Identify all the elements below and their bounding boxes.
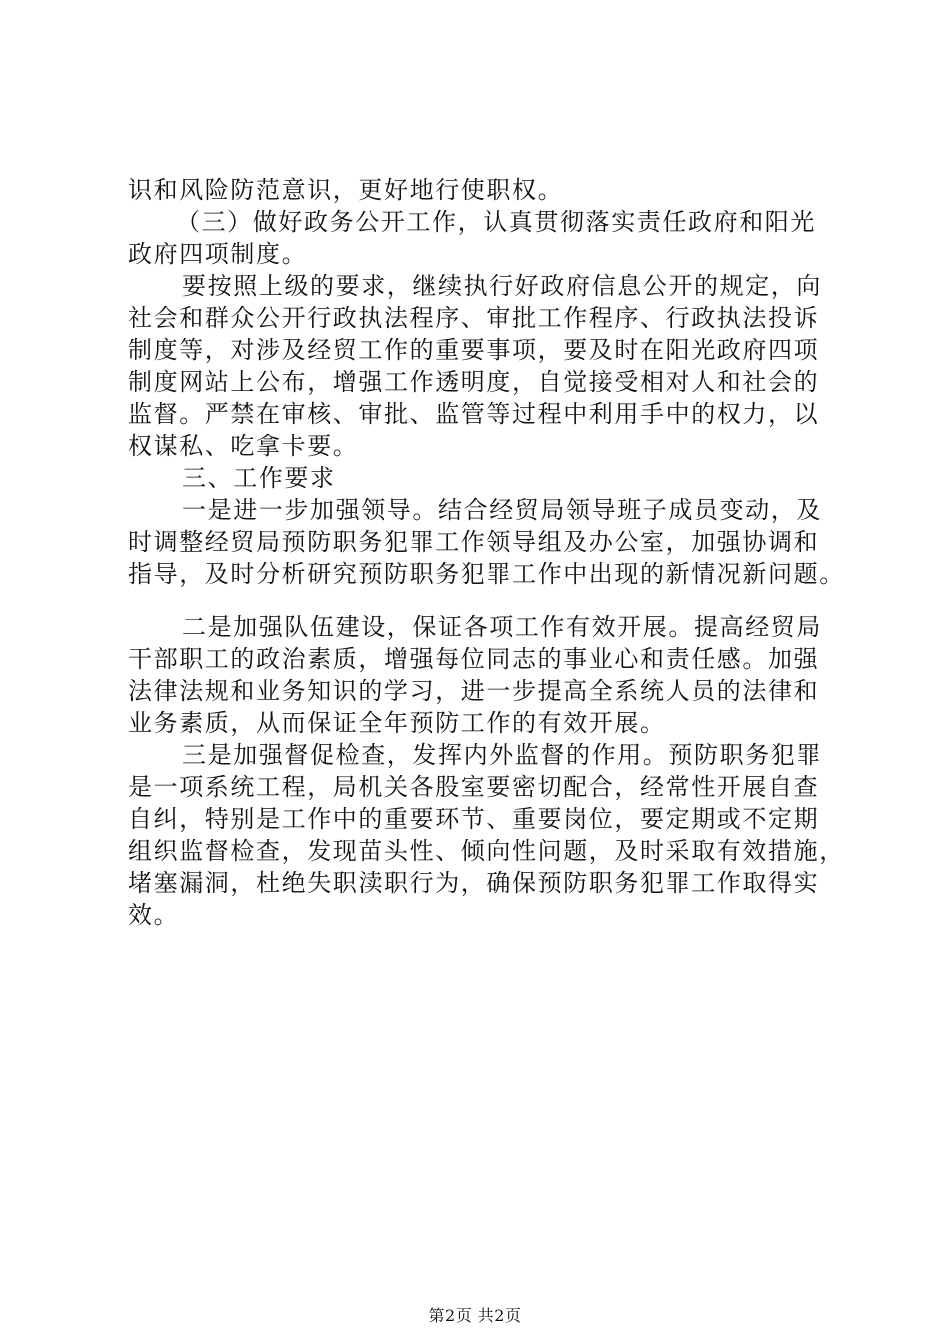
text-line: 制度等，对涉及经贸工作的重要事项，要及时在阳光政府四项 [128, 336, 820, 364]
text-line: 效。 [128, 901, 180, 929]
text-line: 指导，及时分析研究预防职务犯罪工作中出现的新情况新问题。 [128, 560, 845, 588]
section-heading-three: （三）做好政务公开工作，认真贯彻落实责任政府和阳光 [176, 208, 816, 236]
text-line: 制度网站上公布，增强工作透明度，自觉接受相对人和社会的 [128, 368, 820, 396]
text-line: 监督。严禁在审核、审批、监管等过程中利用手中的权力，以 [128, 400, 820, 428]
text-line: 权谋私、吃拿卡要。 [128, 432, 359, 460]
text-line: 社会和群众公开行政执法程序、审批工作程序、行政执法投诉 [128, 304, 820, 332]
text-line: 自纠，特别是工作中的重要环节、重要岗位，要定期或不定期 [128, 805, 820, 833]
section-heading-work-requirements: 三、工作要求 [182, 464, 336, 492]
paragraph-start: 一是进一步加强领导。结合经贸局领导班子成员变动，及 [182, 496, 822, 524]
text-line: 组织监督检查，发现苗头性、倾向性问题，及时采取有效措施， [128, 837, 845, 865]
page-footer [0, 1305, 950, 1327]
text-line: 法律法规和业务知识的学习，进一步提高全系统人员的法律和 [128, 677, 820, 705]
page-number: 第2页 共2页 [428, 1306, 522, 1325]
text-line: 政府四项制度。 [128, 240, 308, 268]
text-line: 干部职工的政治素质，增强每位同志的事业心和责任感。加强 [128, 645, 820, 673]
paragraph-start: 要按照上级的要求，继续执行好政府信息公开的规定，向 [182, 272, 822, 300]
paragraph-start: 二是加强队伍建设，保证各项工作有效开展。提高经贸局 [182, 613, 822, 641]
paragraph-start: 三是加强督促检查，发挥内外监督的作用。预防职务犯罪 [182, 741, 822, 769]
text-line: 业务素质，从而保证全年预防工作的有效开展。 [128, 709, 666, 737]
text-line: 时调整经贸局预防职务犯罪工作领导组及办公室，加强协调和 [128, 528, 820, 556]
text-line: 识和风险防范意识，更好地行使职权。 [128, 176, 564, 204]
text-line: 堵塞漏洞，杜绝失职渎职行为，确保预防职务犯罪工作取得实 [128, 869, 820, 897]
text-line: 是一项系统工程，局机关各股室要密切配合，经常性开展自查 [128, 773, 820, 801]
